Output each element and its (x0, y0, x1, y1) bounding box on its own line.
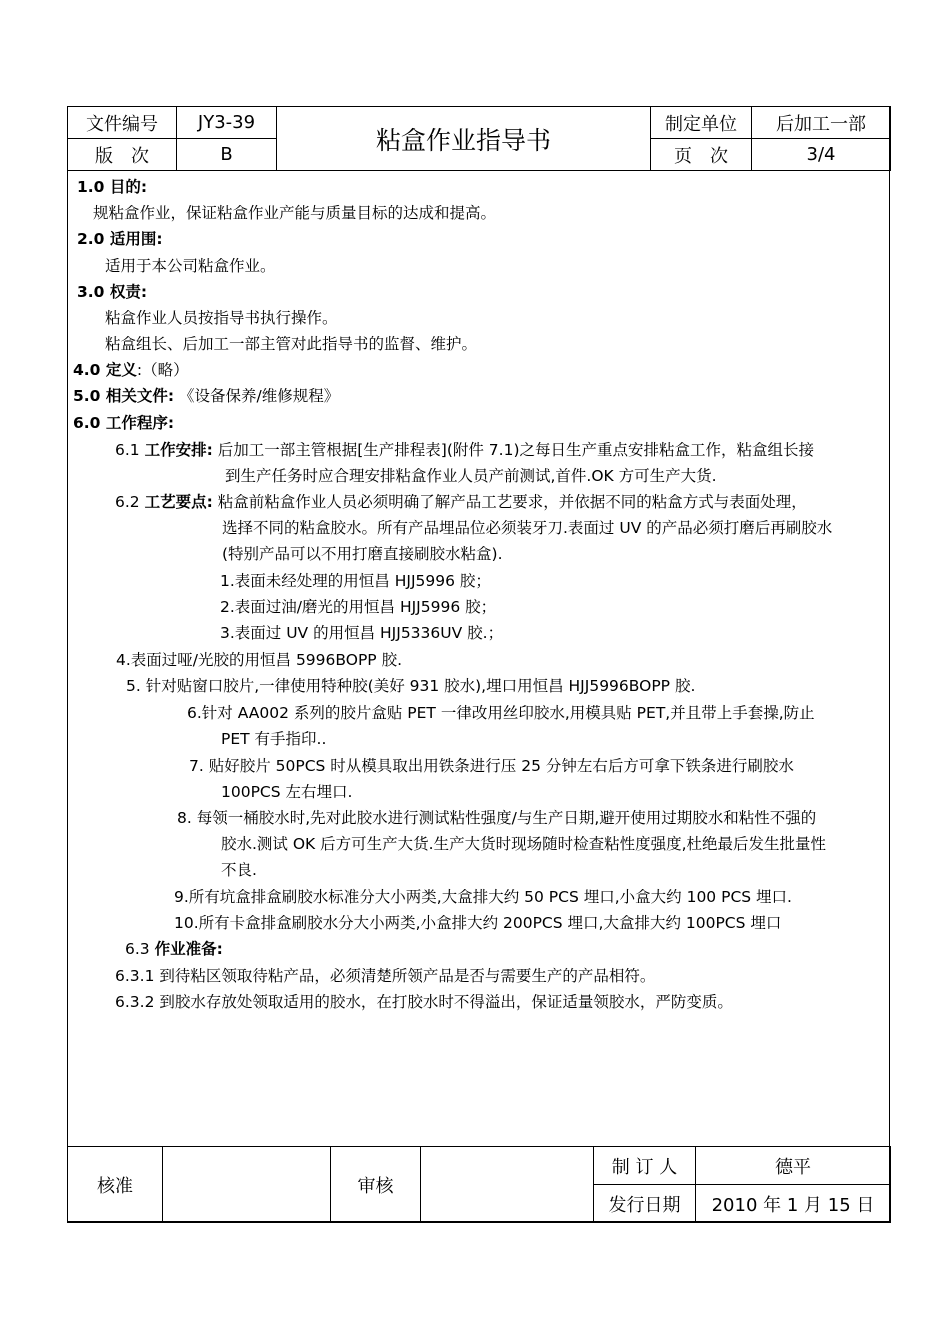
author-label: 制 订 人 (594, 1147, 696, 1185)
section-5-text: 《设备保养/维修规程》 (179, 387, 340, 405)
header-table (67, 106, 891, 171)
step-6-2-line-2: 选择不同的粘盒胶水。所有产品埋品位必须装牙刀.表面过 UV 的产品必须打磨后再刷胶水 (222, 519, 833, 537)
version-label: 版 次 (68, 139, 177, 171)
section-5-heading: 5.0 相关文件: (73, 387, 175, 405)
step-6-2-heading: 工艺要点: (144, 493, 213, 511)
section-4-heading: 4.0 定义 (73, 361, 137, 379)
review-label: 审核 (331, 1147, 421, 1223)
section-4-text: :（略） (136, 361, 189, 379)
approve-label: 核准 (68, 1147, 163, 1223)
list-item-10: 10.所有卡盒排盒刷胶水分大小两类,小盒排大约 200PCS 埋口,大盒排大约 100PCS 埋口 (174, 914, 782, 932)
document-title: 粘盒作业指导书 (277, 107, 651, 171)
section-2-heading: 2.0 适用围: (77, 230, 163, 248)
section-6 (73, 412, 174, 434)
list-item-7-line-2: 100PCS 左右埋口. (221, 783, 353, 801)
issue-date-value: 2010 年 1 月 15 日 (696, 1185, 891, 1223)
section-5 (73, 385, 339, 407)
step-6-1-number: 6.1 (115, 441, 140, 459)
issue-date-label: 发行日期 (594, 1185, 696, 1223)
list-item-7-line-1: 7. 贴好胶片 50PCS 时从模具取出用铁条进行压 25 分钟左右后方可拿下铁条进行刷胶水 (189, 757, 794, 775)
author-value: 德平 (696, 1147, 891, 1185)
unit-label: 制定单位 (651, 107, 752, 139)
section-1-text: 规粘盒作业，保证粘盒作业产能与质量目标的达成和提高。 (93, 204, 497, 222)
section-1 (77, 176, 147, 198)
step-6-2-line-1: 粘盒前粘盒作业人员必须明确了解产品工艺要求，并依据不同的粘盒方式与表面处理， (217, 493, 807, 511)
step-6-2-line-3: (特别产品可以不用打磨直接刷胶水粘盒). (222, 545, 503, 563)
version-value: B (177, 139, 277, 171)
section-4 (73, 359, 189, 381)
list-item-2: 2.表面过油/磨光的用恒昌 HJJ5996 胶； (220, 598, 497, 616)
list-item-8-line-3: 不良. (221, 861, 257, 879)
step-6-1-line-1: 后加工一部主管根据[生产排程表](附件 7.1)之每日生产重点安排粘盒工作，粘盒组长接 (217, 441, 815, 459)
step-6-3-number: 6.3 (125, 940, 150, 958)
page-value: 3/4 (752, 139, 891, 171)
section-1-heading: 1.0 目的: (77, 178, 148, 196)
section-3-text-1: 粘盒作业人员按指导书执行操作。 (105, 309, 338, 327)
doc-no-label: 文件编号 (68, 107, 177, 139)
unit-value: 后加工一部 (752, 107, 891, 139)
list-item-8-line-1: 8. 每领一桶胶水时,先对此胶水进行测试粘性强度/与生产日期,避开使用过期胶水和粘性不强的 (177, 809, 817, 827)
list-item-8-line-2: 胶水.测试 OK 后方可生产大货.生产大货时现场随时检查粘性度强度,杜绝最后发生批量性 (221, 835, 827, 853)
list-item-6-line-2: PET 有手指印.. (221, 730, 327, 748)
step-6-1 (115, 439, 814, 461)
section-6-heading: 6.0 工作程序: (73, 414, 175, 432)
list-item-3: 3.表面过 UV 的用恒昌 HJJ5336UV 胶.； (220, 624, 504, 642)
step-6-3-heading: 作业准备: (154, 940, 223, 958)
footer-table (67, 1146, 891, 1223)
step-6-2-number: 6.2 (115, 493, 140, 511)
list-item-9: 9.所有坑盒排盒刷胶水标准分大小两类,大盒排大约 50 PCS 埋口,小盒大约 100 PCS 埋口. (174, 888, 792, 906)
step-6-1-heading: 工作安排: (144, 441, 213, 459)
list-item-6-line-1: 6.针对 AA002 系列的胶片盒贴 PET 一律改用丝印胶水,用模具贴 PET,并且带上手套操,防止 (187, 704, 815, 722)
review-signature (421, 1147, 594, 1223)
section-2 (77, 228, 163, 250)
list-item-5: 5. 针对贴窗口胶片,一律使用特种胶(美好 931 胶水),埋口用恒昌 HJJ5996BOPP 胶. (126, 677, 696, 695)
section-3 (77, 281, 147, 303)
doc-no: JY3-39 (177, 107, 277, 139)
section-2-text: 适用于本公司粘盒作业。 (105, 257, 276, 275)
approve-signature (163, 1147, 331, 1223)
step-6-3-2: 6.3.2 到胶水存放处领取适用的胶水，在打胶水时不得溢出，保证适量领胶水，严防变质。 (115, 993, 733, 1011)
page-label: 页 次 (651, 139, 752, 171)
step-6-3 (125, 938, 223, 960)
list-item-4: 4.表面过哑/光胶的用恒昌 5996BOPP 胶. (116, 651, 402, 669)
list-item-1: 1.表面未经处理的用恒昌 HJJ5996 胶； (220, 572, 491, 590)
step-6-3-1: 6.3.1 到待粘区领取待粘产品，必须清楚所领产品是否与需要生产的产品相符。 (115, 967, 656, 985)
step-6-1-line-2: 到生产任务时应合理安排粘盒作业人员产前测试,首件.OK 方可生产大货. (225, 467, 717, 485)
step-6-2 (115, 491, 807, 513)
section-3-heading: 3.0 权责: (77, 283, 148, 301)
section-3-text-2: 粘盒组长、后加工一部主管对此指导书的监督、维护。 (105, 335, 478, 353)
